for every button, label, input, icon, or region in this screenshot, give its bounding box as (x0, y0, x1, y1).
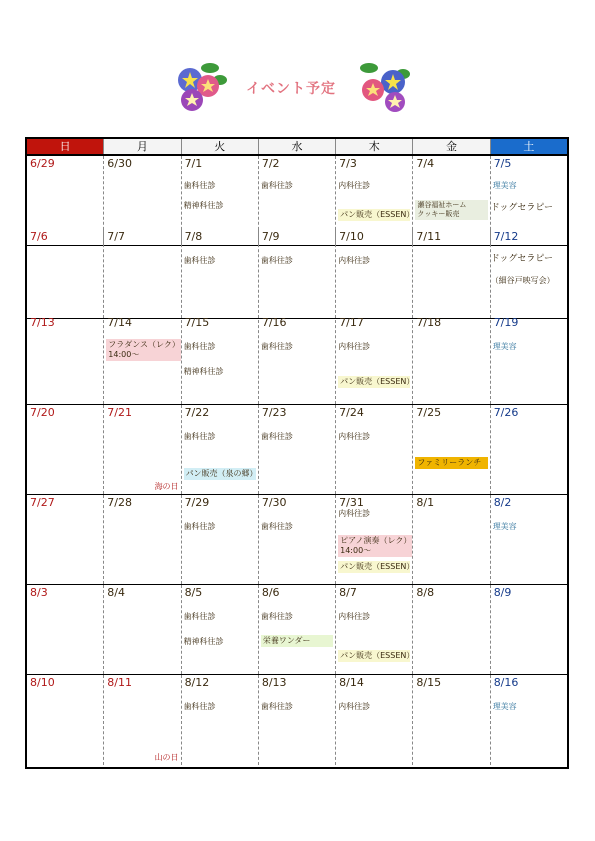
date-label: 8/3 (30, 586, 48, 599)
event-dental: 歯科往診 (260, 342, 293, 351)
event-barber: 理美容 (492, 522, 517, 531)
weekday-thu: 木 (336, 139, 413, 154)
date-label: 8/16 (493, 676, 519, 689)
week-row (27, 675, 567, 765)
event-bread: パン販売（ESSEN） (340, 210, 415, 219)
day-cell (182, 495, 259, 584)
date-label: 7/23 (261, 406, 287, 419)
event-dental: 歯科往診 (183, 342, 216, 351)
event-dental: 歯科往診 (260, 181, 293, 190)
date-label: 8/8 (416, 586, 435, 599)
event-dental: 歯科往診 (183, 612, 216, 621)
date-label: 7/15 (184, 316, 210, 329)
event-nutrition: 栄養ワンダー (261, 635, 333, 647)
date-label: 8/13 (261, 676, 287, 689)
day-cell (259, 229, 336, 318)
event-welfare-line2: クッキー販売 (417, 210, 460, 218)
day-cell (413, 405, 490, 494)
date-label: 8/7 (339, 586, 357, 599)
date-label: 8/4 (107, 586, 125, 599)
day-cell (336, 585, 413, 674)
date-label: 7/27 (30, 496, 55, 509)
event-dental: 歯科往診 (183, 181, 216, 190)
event-dental: 歯科往診 (183, 702, 216, 711)
day-cell (413, 229, 490, 318)
event-bread: パン販売（ESSEN） (340, 377, 415, 386)
day-cell (259, 315, 336, 404)
weekday-header (27, 139, 567, 156)
event-piano (338, 535, 412, 557)
day-cell (413, 495, 490, 584)
date-label: 7/3 (339, 157, 357, 170)
date-label: 7/26 (493, 406, 519, 419)
date-label: 8/5 (184, 586, 203, 599)
day-cell (27, 315, 104, 404)
event-dental: 歯科往診 (260, 702, 293, 711)
event-dental: 歯科往診 (183, 256, 216, 265)
day-cell (259, 585, 336, 674)
week-row (27, 495, 567, 585)
event-fragrance-title: フラダンス（レク） (108, 340, 180, 349)
event-barber: 理美容 (492, 342, 517, 351)
day-cell (104, 229, 181, 318)
date-label: 7/9 (261, 230, 280, 243)
day-cell (182, 675, 259, 765)
day-cell (104, 495, 181, 584)
event-bread: パン販売（泉の郷） (185, 469, 258, 478)
event-dental: 歯科往診 (260, 522, 293, 531)
page-header (0, 55, 595, 115)
event-internal: 内科往診 (338, 256, 371, 265)
date-label: 8/14 (339, 676, 364, 689)
date-label: 7/30 (261, 496, 287, 509)
day-cell (27, 229, 104, 318)
event-welfare-line1: 瀬谷福祉ホーム (417, 201, 467, 209)
date-label: 8/1 (416, 496, 435, 509)
date-label: 7/21 (107, 406, 132, 419)
day-cell (336, 315, 413, 404)
event-piano-time: 14:00～ (340, 546, 372, 555)
date-label: 7/6 (30, 230, 48, 243)
event-dental: 歯科往診 (183, 522, 216, 531)
date-label: 7/29 (184, 496, 210, 509)
date-label: 7/10 (339, 230, 364, 243)
day-cell (27, 495, 104, 584)
day-cell (336, 229, 413, 318)
day-cell (182, 229, 259, 318)
event-dental: 歯科往診 (260, 432, 293, 441)
event-bread: パン販売（ESSEN） (340, 562, 415, 571)
date-label: 7/25 (416, 406, 442, 419)
day-cell (27, 675, 104, 765)
day-cell (491, 229, 567, 318)
day-cell (259, 405, 336, 494)
date-label: 8/9 (493, 586, 512, 599)
event-internal: 内科往診 (338, 432, 371, 441)
day-cell (259, 675, 336, 765)
day-cell (104, 585, 181, 674)
date-label: 7/1 (184, 157, 203, 170)
day-cell (104, 405, 181, 494)
event-dental: 歯科往診 (260, 256, 293, 265)
event-psych: 精神科往診 (183, 367, 224, 376)
date-label: 8/10 (30, 676, 55, 689)
event-fragrance-time: 14:00～ (108, 350, 140, 359)
day-cell (491, 495, 567, 584)
day-cell (336, 675, 413, 765)
event-fragrance (106, 339, 180, 361)
day-cell (27, 585, 104, 674)
weekday-wed: 水 (259, 139, 336, 154)
date-label: 8/12 (184, 676, 210, 689)
date-label: 8/11 (107, 676, 132, 689)
date-label: 7/22 (184, 406, 210, 419)
day-cell (413, 585, 490, 674)
event-piano-title: ピアノ演奏（レク） (340, 536, 412, 545)
day-cell (491, 405, 567, 494)
weekday-sat: 土 (491, 139, 567, 154)
date-label: 7/17 (339, 316, 364, 329)
event-dental: 歯科往診 (260, 612, 293, 621)
day-cell (182, 585, 259, 674)
date-label: 7/8 (184, 230, 203, 243)
event-dental: 歯科往診 (183, 432, 216, 441)
weekday-fri: 金 (413, 139, 490, 154)
calendar (25, 137, 569, 769)
date-label: 7/2 (261, 157, 280, 170)
event-bread: パン販売（ESSEN） (340, 651, 415, 660)
event-dog: ドッグセラピー (490, 203, 553, 213)
day-cell (182, 315, 259, 404)
event-internal: 内科往診 (338, 612, 371, 621)
day-cell (27, 405, 104, 494)
date-label: 7/31 (339, 496, 364, 509)
event-welfare (415, 200, 487, 220)
day-cell (491, 675, 567, 765)
date-label: 7/20 (30, 406, 55, 419)
date-label: 6/30 (107, 157, 132, 170)
week-row (27, 585, 567, 675)
date-label: 7/24 (339, 406, 364, 419)
date-label: 7/13 (30, 316, 55, 329)
day-cell (491, 315, 567, 404)
holiday-label: 海の日 (154, 482, 179, 491)
week-row (27, 405, 567, 495)
date-label: 7/16 (261, 316, 287, 329)
event-dog: ドッグセラピー (490, 254, 553, 264)
date-label: 8/6 (261, 586, 280, 599)
event-barber: 理美容 (492, 702, 517, 711)
date-label: 7/11 (416, 230, 442, 243)
day-cell (413, 675, 490, 765)
week-row (27, 315, 567, 405)
week-row (27, 229, 567, 319)
event-psych: 精神科往診 (183, 201, 224, 210)
day-cell (182, 405, 259, 494)
date-label: 7/12 (493, 230, 519, 243)
weekday-tue: 火 (182, 139, 259, 154)
event-psych: 精神科往診 (183, 637, 224, 646)
date-label: 7/5 (493, 157, 512, 170)
morning-glory-icon (355, 60, 415, 115)
day-cell (491, 585, 567, 674)
date-label: 6/29 (30, 157, 55, 170)
day-cell (259, 495, 336, 584)
date-label: 7/18 (416, 316, 442, 329)
day-cell (336, 495, 413, 584)
date-label: 7/19 (493, 316, 519, 329)
date-label: 8/15 (416, 676, 442, 689)
morning-glory-icon (170, 60, 230, 115)
date-label: 7/28 (107, 496, 132, 509)
date-label: 7/7 (107, 230, 125, 243)
day-cell (336, 405, 413, 494)
weekday-mon: 月 (104, 139, 181, 154)
holiday-label: 山の日 (154, 753, 179, 762)
day-cell (104, 675, 181, 765)
date-label: 8/2 (493, 496, 512, 509)
event-internal: 内科往診 (338, 509, 371, 518)
event-internal: 内科往診 (338, 181, 371, 190)
page-title: イベント予定 (246, 81, 336, 97)
day-cell (104, 315, 181, 404)
event-internal: 内科往診 (338, 702, 371, 711)
weekday-sun: 日 (27, 139, 104, 154)
event-internal: 内科往診 (338, 342, 371, 351)
day-cell (413, 315, 490, 404)
event-family-lunch: ファミリーランチ (415, 457, 487, 469)
event-photo: （細谷戸映写会） (490, 276, 555, 285)
date-label: 7/4 (416, 157, 435, 170)
event-barber: 理美容 (492, 181, 517, 190)
date-label: 7/14 (107, 316, 132, 329)
